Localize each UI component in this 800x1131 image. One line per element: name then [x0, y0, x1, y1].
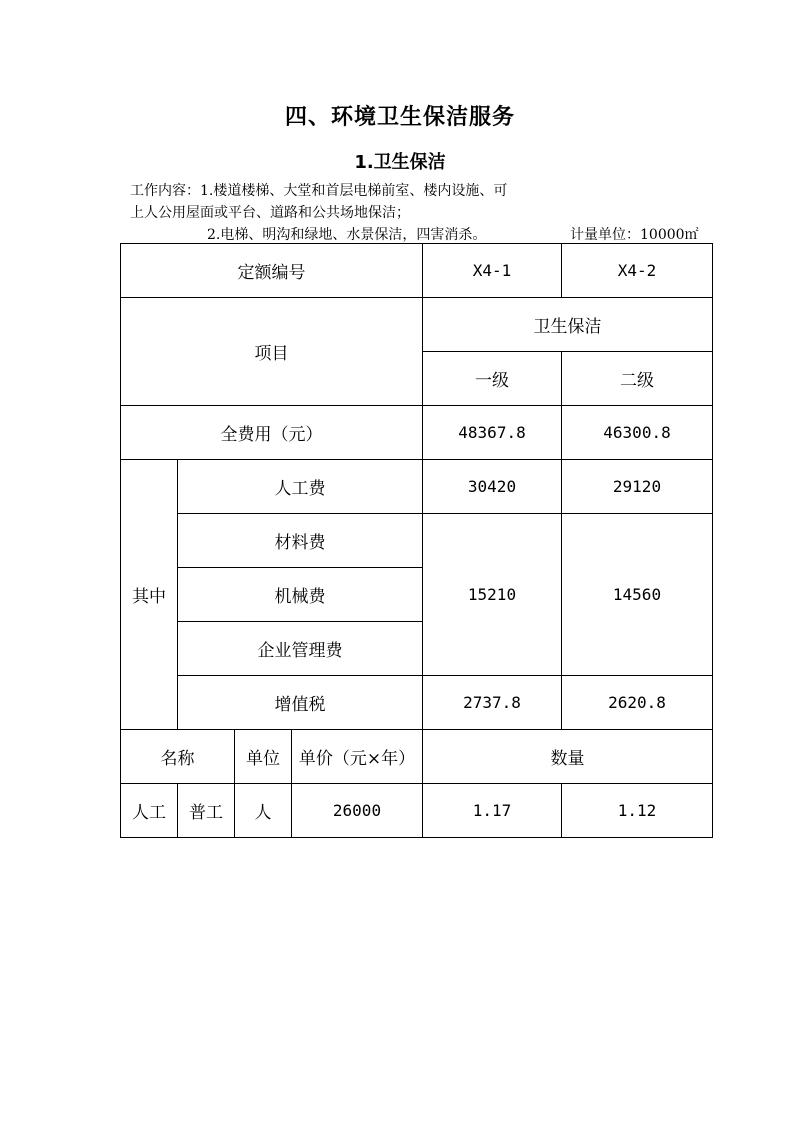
material-fee-label: 材料费 [178, 514, 423, 568]
table-row [121, 244, 713, 298]
vat-value-1: 2737.8 [423, 676, 562, 730]
quota-table [120, 243, 713, 838]
table-row [121, 406, 713, 460]
total-label: 全费用（元） [121, 406, 423, 460]
quota-no-label: 定额编号 [121, 244, 423, 298]
table-row [121, 730, 713, 784]
section-subtitle: 1.卫生保洁 [354, 152, 446, 173]
table-row [121, 460, 713, 514]
item-group: 卫生保洁 [423, 298, 713, 352]
total-value-1: 48367.8 [423, 406, 562, 460]
work-content-line-1: 工作内容：1.楼道楼梯、大堂和首层电梯前室、楼内设施、可 [130, 183, 508, 199]
table-row [121, 784, 713, 838]
code-x4-2: X4-2 [562, 244, 713, 298]
res-header-name: 名称 [121, 730, 235, 784]
combined-fee-value-1: 15210 [423, 514, 562, 676]
labor-fee-label: 人工费 [178, 460, 423, 514]
res-header-price: 单价（元×年） [292, 730, 423, 784]
labor-fee-value-1: 30420 [423, 460, 562, 514]
work-content-line-3: 2.电梯、明沟和绿地、水景保洁，四害消杀。 [207, 227, 487, 243]
table-row [121, 676, 713, 730]
machine-fee-label: 机械费 [178, 568, 423, 622]
code-x4-1: X4-1 [423, 244, 562, 298]
res-unit: 人 [235, 784, 292, 838]
level-2: 二级 [562, 352, 713, 406]
level-1: 一级 [423, 352, 562, 406]
item-label: 项目 [121, 298, 423, 406]
table-row [121, 514, 713, 568]
vat-value-2: 2620.8 [562, 676, 713, 730]
res-name: 普工 [178, 784, 235, 838]
table-row [121, 298, 713, 352]
among-label: 其中 [121, 460, 178, 730]
res-header-unit: 单位 [235, 730, 292, 784]
measurement-unit: 计量单位：10000㎡ [570, 227, 699, 243]
combined-fee-value-2: 14560 [562, 514, 713, 676]
vat-label: 增值税 [178, 676, 423, 730]
res-header-qty: 数量 [423, 730, 713, 784]
res-qty-2: 1.12 [562, 784, 713, 838]
work-content-line-2: 上人公用屋面或平台、道路和公共场地保洁； [130, 205, 410, 221]
page-title: 四、环境卫生保洁服务 [284, 105, 515, 130]
res-category: 人工 [121, 784, 178, 838]
total-value-2: 46300.8 [562, 406, 713, 460]
res-price: 26000 [292, 784, 423, 838]
res-qty-1: 1.17 [423, 784, 562, 838]
labor-fee-value-2: 29120 [562, 460, 713, 514]
mgmt-fee-label: 企业管理费 [178, 622, 423, 676]
